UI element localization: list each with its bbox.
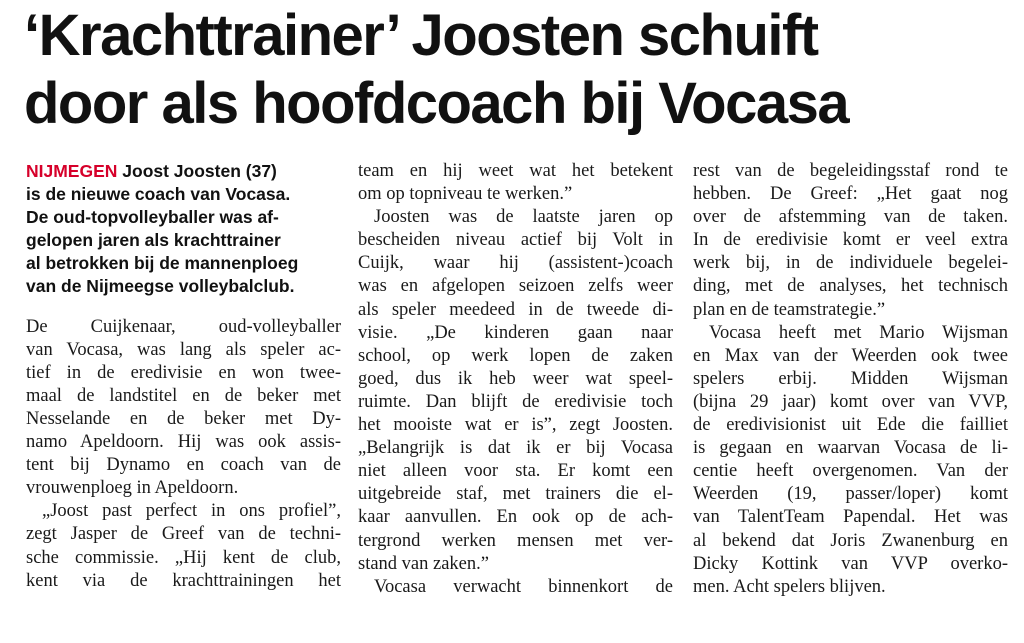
headline-line-1: ‘Krachttrainer’ Joosten schuift xyxy=(24,3,818,68)
lead-line: gelopen jaren als krachttrainer xyxy=(26,230,281,251)
body-line: uitgebreide staf, met trainers die el- xyxy=(358,484,673,505)
body-line: sche commissie. „Hij kent de club, xyxy=(26,547,341,568)
lead-line: is de nieuwe coach van Vocasa. xyxy=(26,184,291,205)
body-line: het mooiste wat er is”, zegt Joosten. xyxy=(358,415,673,436)
body-line: bescheiden niveau actief bij Volt in xyxy=(358,230,673,251)
body-line: plan en de teamstrategie.” xyxy=(693,299,886,320)
body-line: werk bij, in de individuele begelei- xyxy=(693,253,1008,274)
body-line: en Max van der Weerden ook twee xyxy=(693,345,1008,366)
headline-line-2: door als hoofdcoach bij Vocasa xyxy=(24,71,849,136)
body-line: rest van de begeleidingsstaf rond te xyxy=(693,161,1008,181)
dateline: NIJMEGEN xyxy=(26,161,118,181)
body-line: „Joost past perfect in ons profiel”, xyxy=(42,501,341,522)
body-line: visie. „De kinderen gaan naar xyxy=(358,322,673,343)
body-line: de eredivisionist uit Ede die failliet xyxy=(693,415,1008,436)
body-line: stand van zaken.” xyxy=(358,553,489,574)
body-paragraph xyxy=(358,160,673,206)
body-line: Vocasa heeft met Mario Wijsman xyxy=(709,322,1008,343)
body-line: Nesselande en de beker met Dy- xyxy=(26,408,341,429)
lead-line xyxy=(26,160,341,183)
body-line: maal de landstitel en de beker met xyxy=(26,385,341,406)
body-line: hebben. De Greef: „Het gaat nog xyxy=(693,184,1008,205)
body-line: Cuijk, waar hij (assistent-)coach xyxy=(358,253,673,274)
lead-line: van de Nijmeegse volleybalclub. xyxy=(26,276,295,297)
body-line: Weerden (19, passer/loper) komt xyxy=(693,484,1008,505)
body-line: kent via de krachttrainingen het xyxy=(26,570,341,591)
body-line: men. Acht spelers blijven. xyxy=(693,576,886,597)
body-paragraph xyxy=(693,160,1008,322)
body-line: (bijna 29 jaar) komt over van VVP, xyxy=(693,391,1008,412)
body-line: De Cuijkenaar, oud-volleyballer xyxy=(26,316,341,337)
body-line: Vocasa verwacht binnenkort de xyxy=(374,576,673,597)
body-line: tief in de eredivisie en won twee- xyxy=(26,362,341,383)
body-paragraph xyxy=(26,316,341,501)
body-line: over de afstemming van de taken. xyxy=(693,207,1008,228)
body-paragraph xyxy=(693,322,1008,599)
body-line: niet alleen voor sta. Er komt een xyxy=(358,461,673,482)
lead-line: De oud-topvolleyballer was af- xyxy=(26,207,279,228)
body-line: zegt Jasper de Greef van de techni- xyxy=(26,524,341,545)
body-line: tergrond werken mensen met ver- xyxy=(358,530,673,551)
headline xyxy=(24,2,1014,138)
body-line: team en hij weet wat het betekent xyxy=(358,161,673,181)
body-line: namo Apeldoorn. Hij was ook assis- xyxy=(26,432,341,453)
body-line: ding, met de analyses, het technisch xyxy=(693,276,1008,297)
body-line: al bekend dat Joris Zwanenburg en xyxy=(693,530,1008,551)
body-line: „Belangrijk is dat ik er bij Vocasa xyxy=(358,438,673,459)
body-line: om op topniveau te werken.” xyxy=(358,184,573,205)
body-line: is gegaan en waarvan Vocasa de li- xyxy=(693,438,1008,459)
body-line: van TalentTeam Papendal. Het was xyxy=(693,507,1008,528)
body-line: tent bij Dynamo en coach van de xyxy=(26,455,341,476)
lead-line: al betrokken bij de mannenploeg xyxy=(26,253,299,274)
body-line: Joosten was de laatste jaren op xyxy=(374,207,673,228)
body-paragraph xyxy=(26,500,341,592)
body-line: kaar aanvullen. En ook op de ach- xyxy=(358,507,673,528)
body-line: was en afgelopen seizoen zelfs weer xyxy=(358,276,673,297)
body-line: vrouwenploeg in Apeldoorn. xyxy=(26,478,239,499)
body-line: van Vocasa, was lang als speler ac- xyxy=(26,339,341,360)
body-line: In de eredivisie komt er veel extra xyxy=(693,230,1008,251)
body-line: Dicky Kottink van VVP overko- xyxy=(693,553,1008,574)
body-line: centie heeft overgenomen. Van der xyxy=(693,461,1008,482)
body-line: ruimte. Dan blijft de eredivisie toch xyxy=(358,391,673,412)
body-line: school, op werk lopen de zaken xyxy=(358,345,673,366)
body-line: als speler meedeed in de tweede di- xyxy=(358,299,673,320)
article-column-1 xyxy=(26,160,341,593)
lead-text: Joost Joosten (37) xyxy=(117,161,277,181)
body-paragraph xyxy=(358,576,673,599)
article-column-3 xyxy=(693,160,1008,599)
body-line: spelers erbij. Midden Wijsman xyxy=(693,368,1008,389)
lead-paragraph xyxy=(26,160,341,299)
article-column-2 xyxy=(358,160,673,599)
body-line: goed, dus ik heb weer wat speel- xyxy=(358,368,673,389)
body-paragraph xyxy=(358,206,673,576)
